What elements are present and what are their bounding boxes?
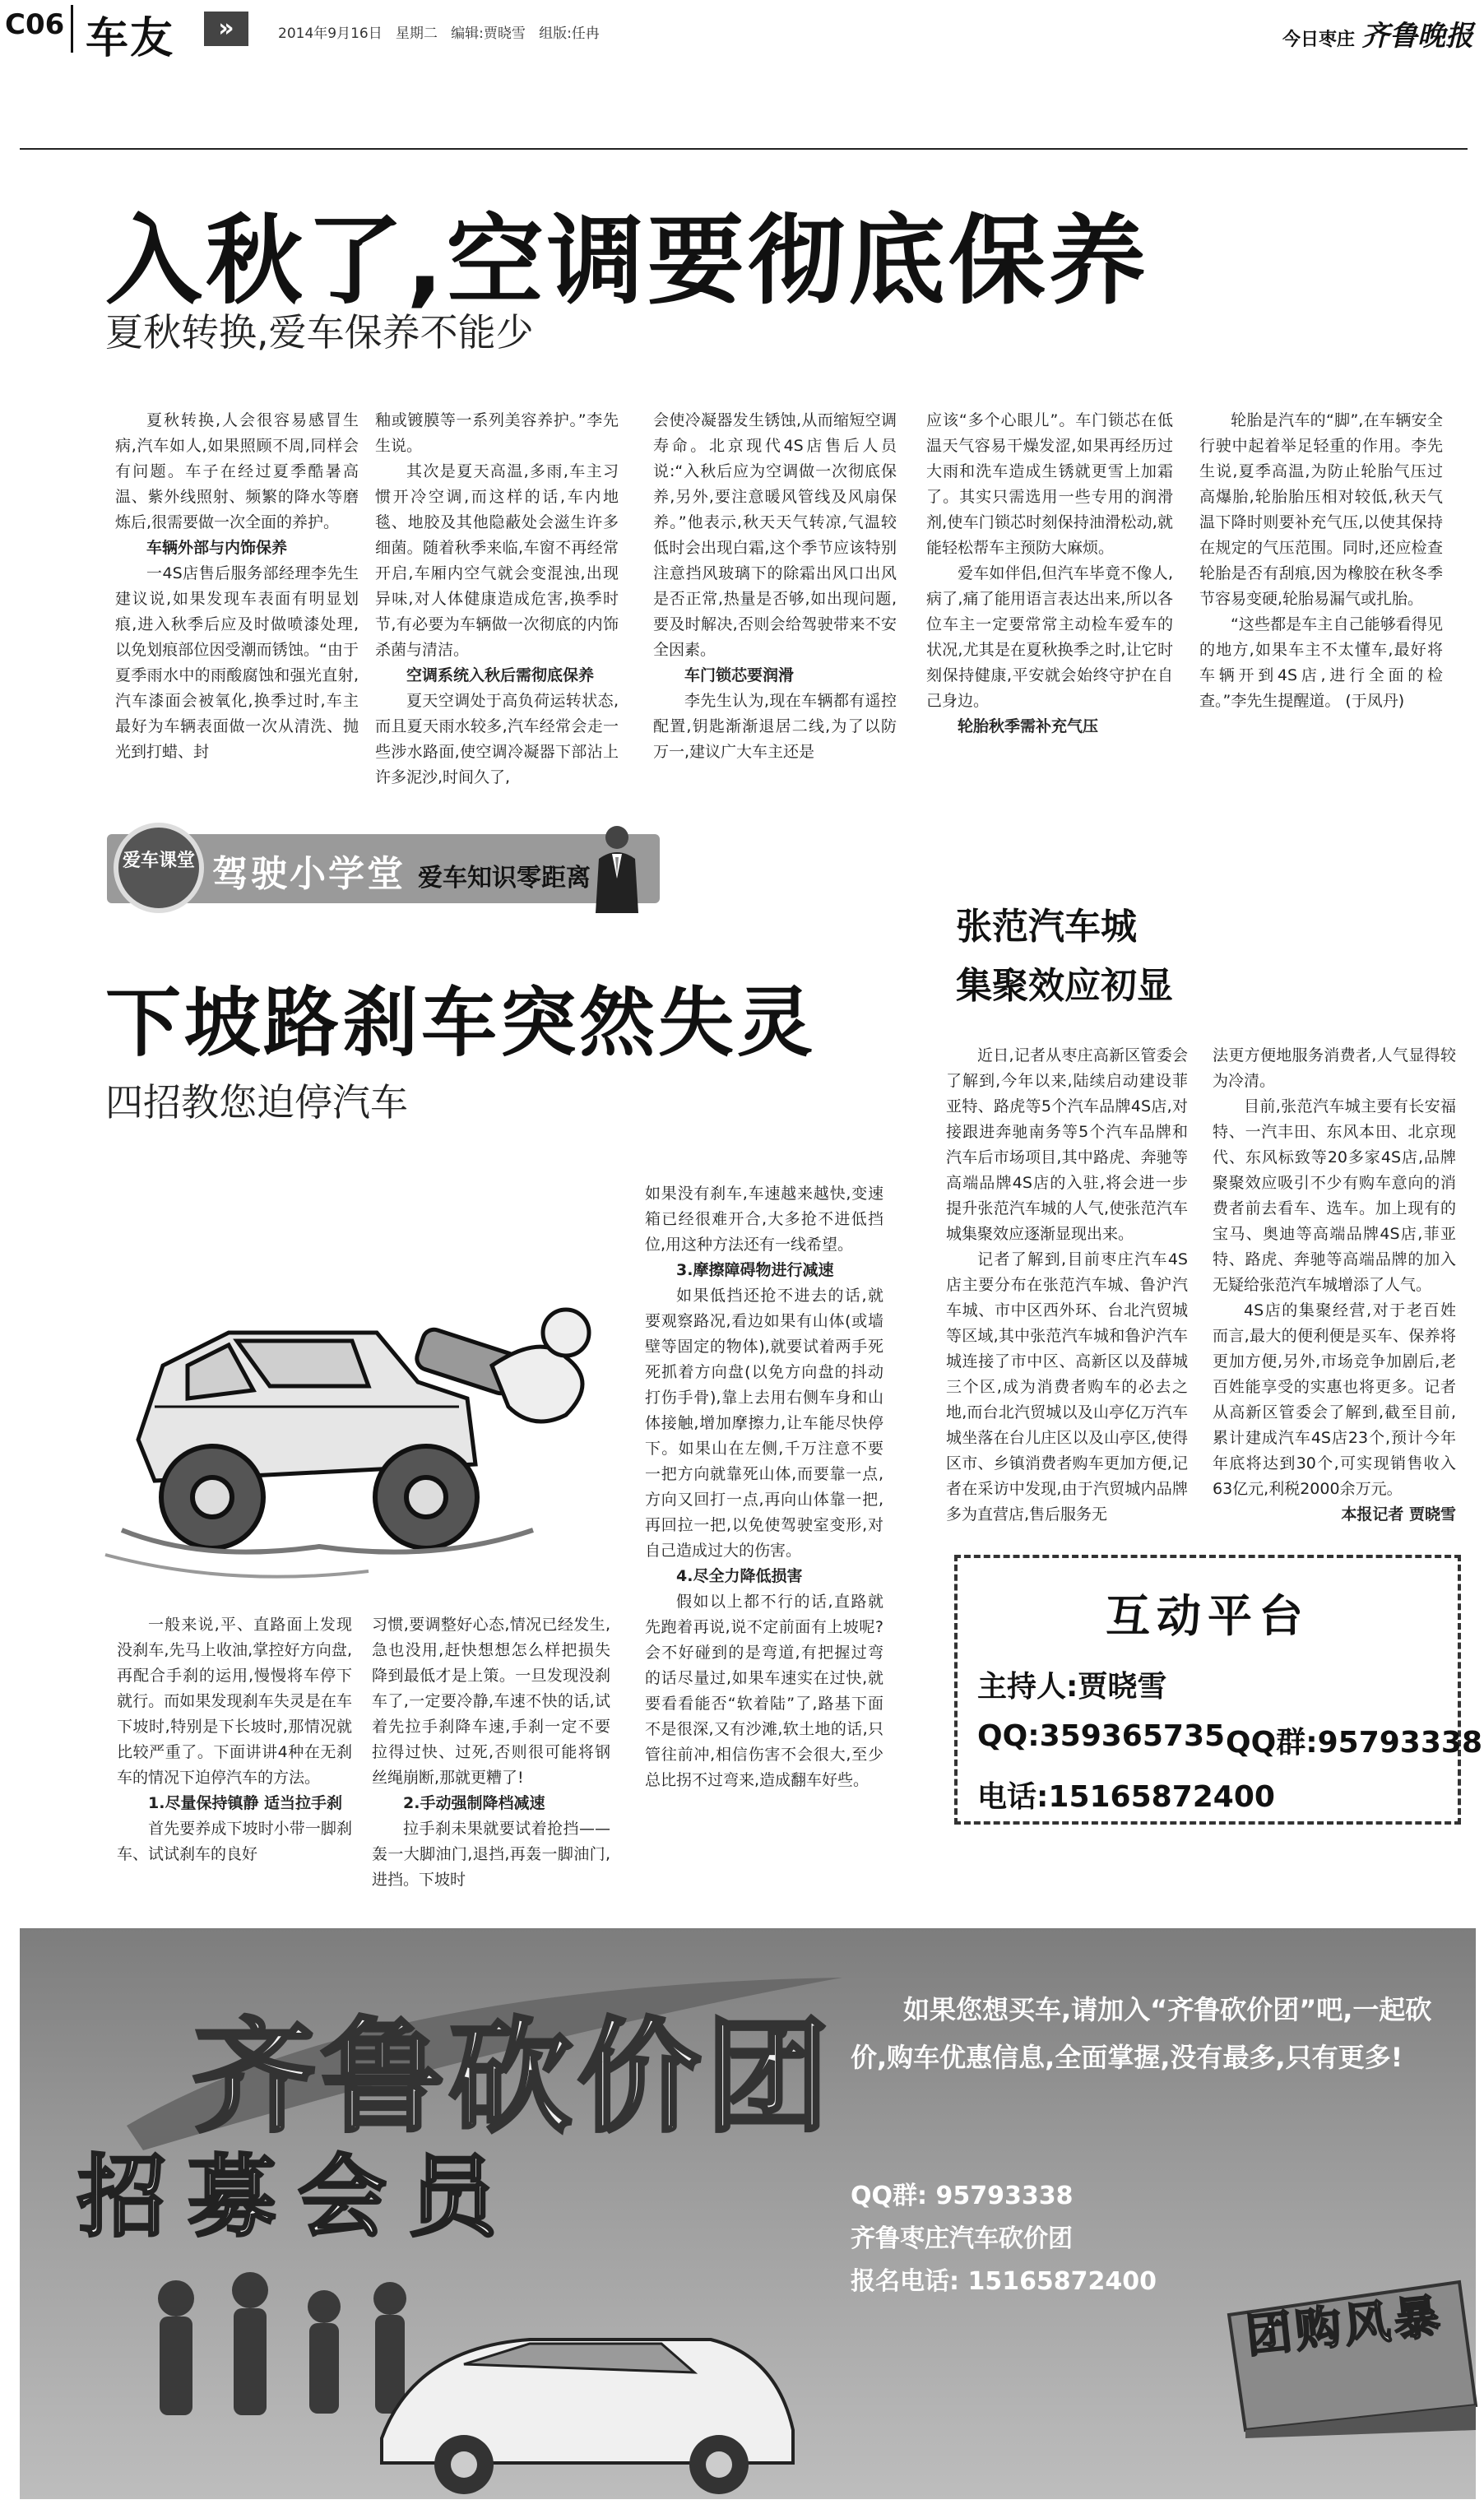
paragraph: 其次是夏天高温,多雨,车主习惯开冷空调,而这样的话,车内地毯、地胶及其他隐蔽处会滋生许多细菌。随着秋季来临,车窗不再经常开启,车厢内空气就会变混浊,出现异味,对人体健康造成危害,换季时节,有必要为车辆做一次彻底的内饰杀菌与清洁。 (375, 462, 619, 659)
presenter-illustration (586, 821, 648, 913)
paragraph: 轮胎是汽车的“脚”,在车辆安全行驶中起着举足轻重的作用。李先生说,夏季高温,为防止轮胎气压过高爆胎,轮胎胎压相对较低,秋天气温下降时则要补充气压,以使其保持在规定的气压范围。同时,还应检查轮胎是否有刮痕,因为橡胶在秋冬季节容易变硬,轮胎易漏气或扎胎。 (1199, 411, 1443, 608)
interactive-title: 互动平台 (1106, 1590, 1310, 1642)
page-number: C06 (5, 8, 65, 41)
paragraph: 4S店的集聚经营,对于老百姓而言,最大的便利便是买车、保养将更加方便,另外,市场竞争加剧后,老百姓能享受的实惠也将更多。记者从高新区管委会了解到,截至目前,累计建成汽车4S店23个,预计今年年底将达到30个,可实现销售收入63亿元,利税2000余万元。 (1213, 1301, 1456, 1498)
ad-qq-group: QQ群: 95793338 (851, 2182, 1074, 2210)
article-headline: 入秋了,空调要彻底保养 (105, 204, 1149, 318)
paragraph: 拉手刹未果就要试着抢挡——轰一大脚油门,退挡,再轰一脚油门,进挡。下坡时 (372, 1820, 610, 1889)
paragraph: 记者了解到,目前枣庄汽车4S店主要分布在张范汽车城、鲁沪汽车城、市中区西外环、台北汽贸城等区域,其中张范汽车城和鲁沪汽车城连接了市中区、高新区以及薛城三个区,成为消费者购车的必去之地,而台北汽贸城以及山亭亿万汽车城坐落在台儿庄区以及山亭区,使得区市、乡镇消费者购车更加方便,记者在采访中发现,由于汽贸城内品牌多为直营店,售后服务无 (946, 1250, 1188, 1523)
ad-recruit-text: 招募会员 (77, 2146, 519, 2249)
qq-group: QQ群:95793338 (1226, 1726, 1482, 1760)
section-title: 车友 (86, 14, 175, 63)
crowd-pushing-car-illustration (69, 2249, 809, 2496)
paragraph: 李先生认为,现在车辆都有遥控配置,钥匙渐渐退居二线,为了以防万一,建议广大车主还是 (653, 692, 897, 761)
paragraph: 习惯,要调整好心态,情况已经发生,急也没用,赶快想想怎么样把损失降到最低才是上策。一旦发现没刹车了,一定要冷静,车速不快的话,试着先拉手刹降车速,手刹一定不要拉得过快、过死,否则很可能将钢丝绳崩断,那就更糟了! (372, 1616, 610, 1787)
paragraph: 首先要养成下坡时小带一脚刹车、试试刹车的良好 (117, 1820, 352, 1863)
masthead-prefix: 今日枣庄 (1282, 29, 1355, 50)
article-subtitle: 四招教您迫停汽车 (105, 1080, 408, 1125)
article-column (946, 1043, 1188, 1538)
host-name: 主持人:贾晓雪 (977, 1670, 1167, 1704)
paragraph: 会使冷凝器发生锈蚀,从而缩短空调寿命。北京现代4S店售后人员说:“入秋后应为空调做一次彻底保养,另外,要注意暖风管线及风扇保养。”他表示,秋天天气转凉,气温较低时会出现白霜,这个季节应该特别注意挡风玻璃下的除霜出风口出风是否正常,热量是否够,如出现问题,要及时解决,否则会给驾驶带来不安全因素。 (653, 411, 897, 659)
issue-meta: 2014年9月16日 星期二 编辑:贾晓雪 组版:任冉 (278, 26, 600, 42)
paragraph: 假如以上都不行的话,直路就先跑着再说,说不定前面有上坡呢?会不好碰到的是弯道,有把握过弯的话尽量过,如果车速实在过快,就要看看能否“软着陆”了,路基下面不是很深,又有沙滩,软土地的话,只管往前冲,相信伤害不会很大,至少总比拐不过弯来,造成翻车好些。 (645, 1593, 883, 1789)
article-column (645, 1181, 883, 1882)
paragraph: 目前,张范汽车城主要有长安福特、一汽丰田、东风本田、北京现代、东风标致等20多家4S店,品牌聚聚效应吸引不少有购车意向的消费者前去看车、选车。加上现有的宝马、奥迪等高端品牌4S店,菲亚特、路虎、奔驰等高端品牌的加入无疑给张范汽车城增添了人气。 (1213, 1097, 1456, 1294)
column-banner (107, 823, 660, 913)
paragraph-subhead: 车辆外部与内饰保养 (146, 539, 288, 557)
paragraph: 如果没有刹车,车速越来越快,变速箱已经很难开合,大多抢不进低挡位,用这种方法还有一线希望。 (645, 1185, 883, 1254)
article-column (115, 408, 359, 761)
paragraph-subhead: 2.手动强制降档减速 (403, 1794, 545, 1812)
paragraph-subhead: 4.尽全力降低损害 (676, 1567, 803, 1585)
article-column (926, 408, 1173, 737)
phone-number: 电话:15165872400 (977, 1780, 1275, 1814)
masthead-name: 齐鲁晚报 (1361, 20, 1473, 53)
article-column (1213, 1043, 1456, 1538)
ad-logo-text: 齐鲁砍价团 (192, 2006, 835, 2150)
article-column (117, 1612, 352, 1882)
paragraph-subhead: 轮胎秋季需补充气压 (958, 717, 1099, 735)
section-arrow-icon: » (204, 12, 248, 46)
advertisement (20, 1928, 1476, 2499)
banner-subtitle: 爱车知识零距离 (418, 864, 591, 893)
byline: 本报记者 贾晓雪 (1341, 1505, 1456, 1523)
paragraph: 法更方便地服务消费者,人气显得较为冷清。 (1213, 1046, 1456, 1090)
group-buy-badge-text: 团购风暴 (1243, 2289, 1446, 2364)
newspaper-masthead (1282, 13, 1473, 53)
article-column (372, 1612, 610, 1889)
header-rule (20, 148, 1468, 150)
banner-title: 驾驶小学堂 (212, 853, 406, 895)
paragraph: 爱车如伴侣,但汽车毕竟不像人,病了,痛了能用语言表达出来,所以各位车主一定要常常主动检车爱车的状况,尤其是在夏秋换季之时,让它时刻保持健康,平安就会始终守护在自己身边。 (926, 564, 1173, 710)
car-cartoon-illustration (105, 1234, 624, 1596)
header-divider (71, 5, 73, 53)
paragraph-subhead: 3.摩擦障碍物进行减速 (676, 1261, 834, 1279)
paragraph: “这些都是车主自己能够看得见的地方,如果车主不太懂车,最好将车辆开到4S店,进行全面的检查。”李先生提醒道。 (于凤丹) (1199, 615, 1443, 710)
paragraph: 夏秋转换,人会很容易感冒生病,汽车如人,如果照顾不周,同样会有问题。车子在经过夏季酷暑高温、紫外线照射、频繁的降水等磨炼后,很需要做一次全面的养护。 (115, 411, 359, 531)
article-headline: 下坡路刹车突然失灵 (105, 979, 817, 1067)
paragraph: 应该“多个心眼儿”。车门锁芯在低温天气容易干燥发涩,如果再经历过大雨和洗车造成生锈就更雪上加霜了。其实只需选用一些专用的润滑剂,使车门锁芯时刻保持油滑松动,就能轻松帮车主预防大麻烦。 (926, 411, 1173, 557)
paragraph: 近日,记者从枣庄高新区管委会了解到,今年以来,陆续启动建设菲亚特、路虎等5个汽车品牌4S店,对接跟进奔驰南务等5个汽车品牌和汽车后市场项目,其中路虎、奔驰等高端品牌4S店的入驻,将会进一步提升张范汽车城的人气,使张范汽车城集聚效应逐渐显现出来。 (946, 1046, 1188, 1243)
article-column (375, 408, 619, 786)
paragraph: 一般来说,平、直路面上发现没刹车,先马上收油,掌控好方向盘,再配合手刹的运用,慢慢将车停下就行。而如果发现刹车失灵是在车下坡时,特别是下长坡时,那情况就比较严重了。下面讲讲4种在无刹车的情况下迫停汽车的方法。 (117, 1616, 352, 1787)
ad-organization: 齐鲁枣庄汽车砍价团 (851, 2224, 1073, 2253)
ad-phone: 报名电话: 15165872400 (851, 2267, 1157, 2296)
paragraph: 釉或镀膜等一系列美容养护。”李先生说。 (375, 411, 619, 455)
paragraph: 一4S店售后服务部经理李先生建议说,如果发现车表面有明显划痕,进入秋季后应及时做喷漆处理,以免划痕部位因受潮而锈蚀。“由于夏季雨水中的雨酸腐蚀和强光直射,汽车漆面会被氧化,换季过时,车主最好为车辆表面做一次从清洗、抛光到打蜡、封 (115, 564, 359, 761)
article-column (653, 408, 897, 761)
paragraph-subhead: 1.尽量保持镇静 适当拉手刹 (148, 1794, 343, 1812)
interactive-platform-box (954, 1555, 1482, 1825)
qq-number: QQ:359365735 (977, 1719, 1226, 1753)
paragraph: 夏天空调处于高负荷运转状态,而且夏天雨水较多,汽车经常会走一些涉水路面,使空调冷凝器下部沾上许多泥沙,时间久了, (375, 692, 619, 786)
ad-body-text: 如果您想买车,请加入“齐鲁砍价团”吧,一起砍价,购车优惠信息,全面掌握,没有最多,只有更多! (851, 1994, 1432, 2073)
paragraph: 如果低挡还抢不进去的话,就要观察路况,看边如果有山体(或墙壁等固定的物体),就要试着两手死死抓着方向盘(以免方向盘的抖动打伤手骨),靠上去用右侧车身和山体接触,增加摩擦力,让车能尽快停下。如果山在左侧,千万注意不要一把方向就靠死山体,而要靠一点,方向又回打一点,再向山体靠一把,再回拉一把,以免使驾驶室变形,对自己造成过大的伤害。 (645, 1287, 883, 1560)
banner-badge: 爱车课堂 (114, 823, 204, 913)
paragraph-subhead: 空调系统入秋后需彻底保养 (406, 666, 595, 684)
side-article-title-line1: 张范汽车城 (956, 906, 1137, 948)
side-article-title-line2: 集聚效应初显 (956, 965, 1173, 1007)
paragraph-subhead: 车门锁芯要润滑 (684, 666, 795, 684)
article-subtitle: 夏秋转换,爱车保养不能少 (105, 310, 534, 355)
article-column (1199, 408, 1443, 737)
